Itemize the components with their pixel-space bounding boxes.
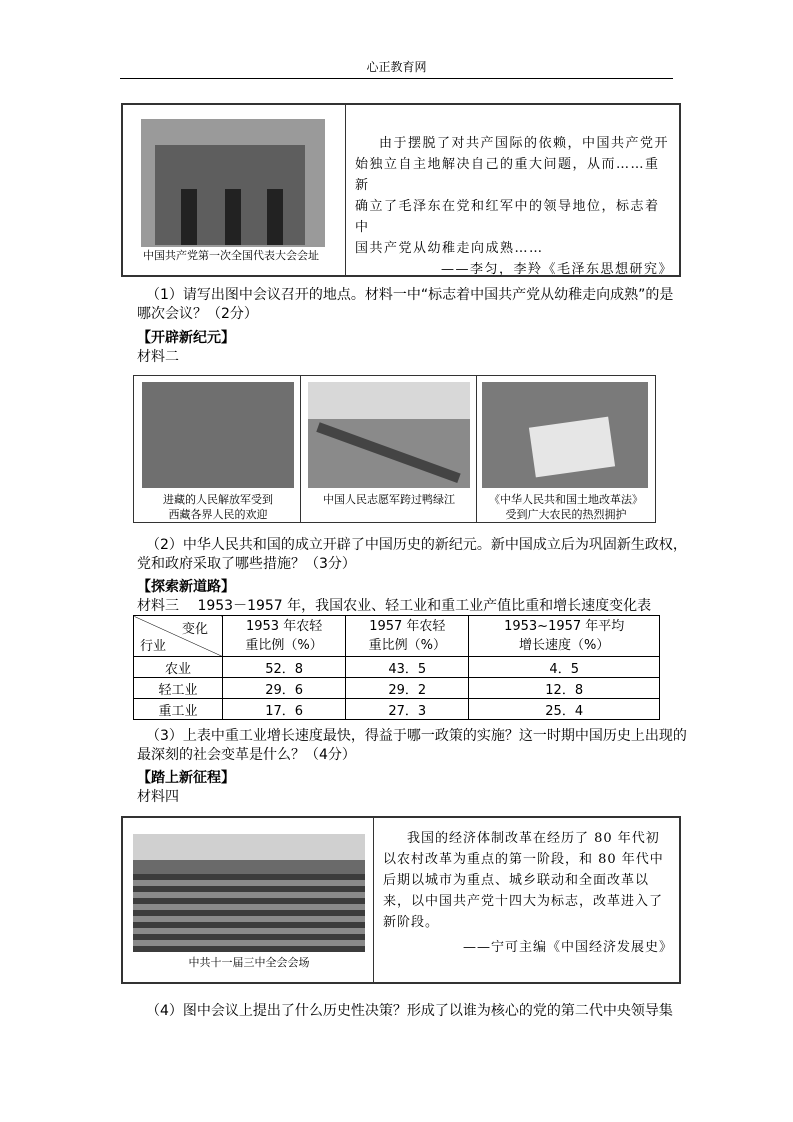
material4-box [121,816,681,984]
material1-box [121,103,681,277]
photo-caption [138,492,298,522]
table-row [134,678,660,699]
material4-divider [373,818,374,982]
corner-label-bottom: 行业 [140,639,167,654]
table-caption [137,597,651,615]
page-header-title: 心正教育网 [366,60,427,74]
question-3-cont: 最深刻的社会变革是什么？（4分） [137,747,356,763]
material1-divider [345,105,346,275]
question-3: （3）上表中重工业增长速度最快，得益于哪一政策的实施？这一时期中国历史上出现的 [146,728,687,744]
corner-label-top: 变化 [181,622,208,637]
quote-line: 新阶段。 [383,915,440,930]
question-2: （2）中华人民共和国的成立开辟了中国历史的新纪元。新中国成立后为巩固新生政权， [146,537,687,553]
section-heading: 【开辟新纪元】 [137,330,235,346]
column-header [469,616,660,657]
value-cell: 12．8 [469,678,660,699]
third-plenum-photo [133,834,365,952]
table-corner-cell [134,616,223,657]
material4-photo-caption: 中共十一届三中全会会场 [188,956,310,969]
proclamation-paper [529,417,615,478]
quote-line: 来，以中国共产党十四大为标志，改革进入了 [383,894,664,909]
section-heading: 【踏上新征程】 [137,770,235,786]
quote-line: 确立了毛泽东在党和红军中的领导地位，标志着中 [355,199,660,235]
material-label: 材料二 [137,349,179,365]
header-line: 增长速度（%） [519,638,610,653]
industry-cell: 轻工业 [134,678,223,699]
table-title: 1953－1957 年，我国农业、轻工业和重工业产值比重和增长速度变化表 [197,598,652,614]
value-cell: 27．3 [346,699,469,720]
material4-quote [383,828,673,958]
material-label: 材料四 [137,789,179,805]
material1-quote [355,133,673,280]
material-label: 材料三 [137,598,179,614]
table-row [134,699,660,720]
photo-divider [476,376,477,522]
output-ratio-table [133,615,660,720]
header-line: 1953~1957 年平均 [504,619,625,634]
photo-caption [478,492,654,522]
value-cell: 25．4 [469,699,660,720]
industry-cell: 重工业 [134,699,223,720]
audience-rows [133,874,365,952]
quote-line: 国共产党从幼稚走向成熟…… [355,241,544,256]
quote-line: 以农村改革为重点的第一阶段，和 80 年代中 [383,852,664,867]
header-line: 1953 年农轻 [245,619,323,634]
header-line: 重比例（%） [368,638,446,653]
value-cell: 52．8 [223,657,346,678]
column-header [346,616,469,657]
volunteers-yalu-photo [308,382,470,488]
building-door [267,189,283,245]
question-1 [146,286,686,304]
building-door [181,189,197,245]
caption-line: 受到广大农民的热烈拥护 [505,508,627,521]
first-congress-site-photo [141,119,325,247]
building-door [225,189,241,245]
value-cell: 17．6 [223,699,346,720]
value-cell: 29．6 [223,678,346,699]
quote-source: ——李匀，李羚《毛泽东思想研究》 [440,262,673,277]
photo-caption: 中国人民志愿军跨过鸭绿江 [323,493,455,506]
caption-line: 西藏各界人民的欢迎 [168,508,268,521]
value-cell: 29．2 [346,678,469,699]
table-row [134,657,660,678]
quote-line: 由于摆脱了对共产国际的依赖，中国共产党开 [379,136,670,151]
caption-line: 进藏的人民解放军受到 [163,493,273,506]
caption-line: 《中华人民共和国土地改革法》 [489,493,643,506]
land-reform-photo [482,382,648,488]
pla-tibet-photo [142,382,294,488]
question-text: （1）请写出图中会议召开的地点。材料一中“标志着中国共产党从幼稚走向成熟”的是 [146,287,674,303]
header-rule [120,78,673,79]
question-1-cont: 哪次会议？（2分） [137,306,258,322]
quote-line: 我国的经济体制改革在经历了 80 年代初 [407,831,660,846]
column-header [223,616,346,657]
question-2-cont: 党和政府采取了哪些措施？（3分） [137,556,356,572]
section-heading: 【探索新道路】 [137,579,235,595]
quote-source: ——宁可主编《中国经济发展史》 [462,940,673,955]
quote-line: 始独立自主地解决自己的重大问题，从而……重新 [355,157,660,193]
value-cell: 4．5 [469,657,660,678]
industry-cell: 农业 [134,657,223,678]
quote-line: 后期以城市为重点、城乡联动和全面改革以 [383,873,650,888]
value-cell: 43．5 [346,657,469,678]
material1-photo-caption: 中国共产党第一次全国代表大会会址 [143,249,319,262]
question-4: （4）图中会议上提出了什么历史性决策？形成了以谁为核心的党的第二代中央领导集 [146,1003,673,1019]
header-line: 重比例（%） [245,638,323,653]
photo-divider [300,376,301,522]
table-header-row [134,616,660,657]
bridge-line [316,422,460,483]
material2-box [133,375,656,523]
header-line: 1957 年农轻 [369,619,446,634]
